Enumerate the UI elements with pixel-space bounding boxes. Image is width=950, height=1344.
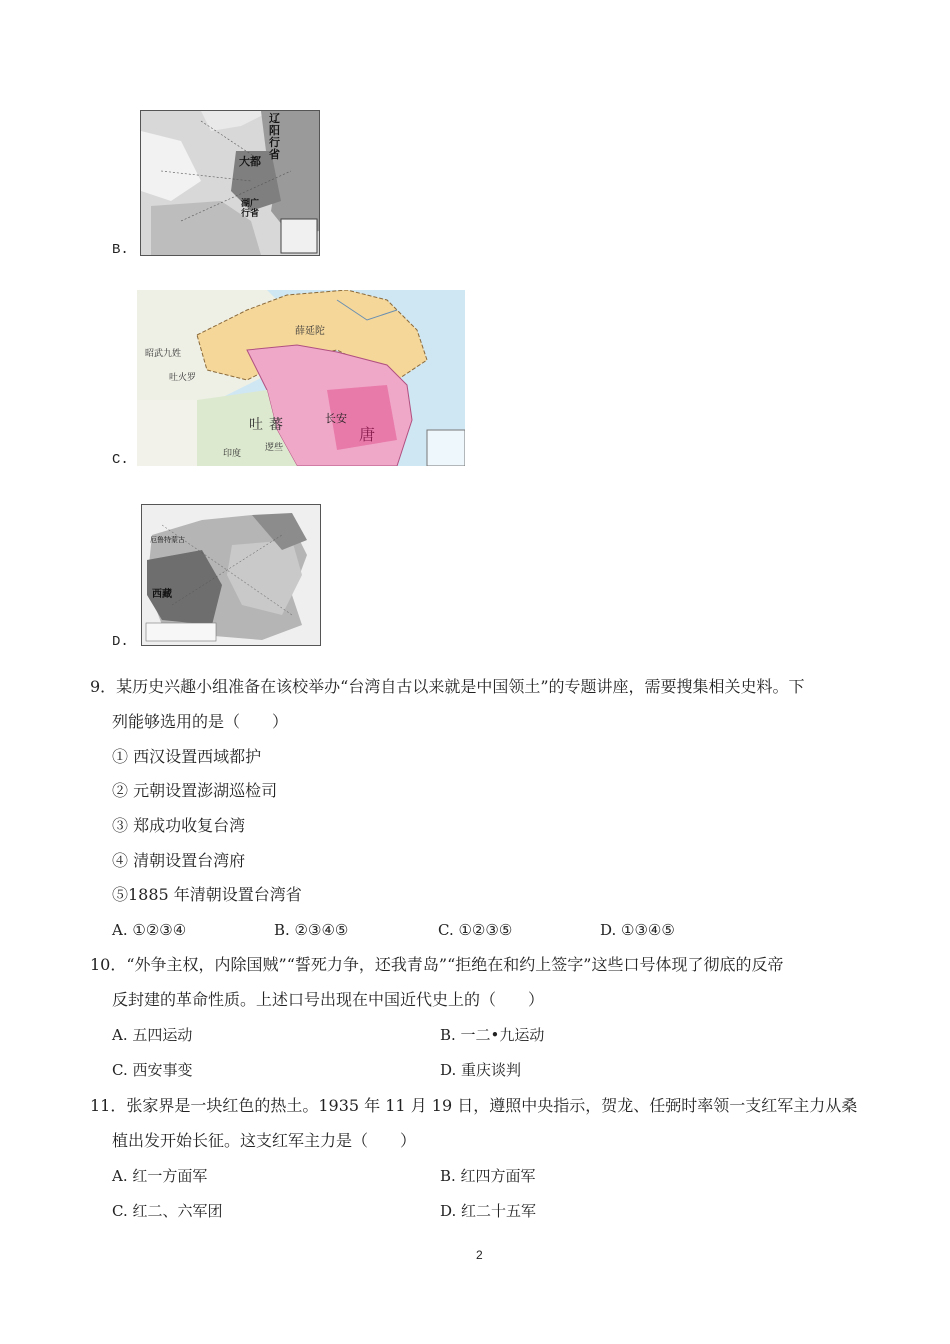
q11-stem-line2: 植出发开始长征。这支红军主力是（ ） [112,1131,417,1150]
map-c-label-changan: 长安 [325,412,347,425]
q10-choice-a[interactable]: A. 五四运动 [112,1026,193,1044]
map-d-label-elute: 厄鲁特蒙古 [150,536,185,544]
map-c-label-tubo: 吐蕃 [249,417,289,433]
q10-stem-line1: 10．“外争主权，内除国贼”“誓死力争，还我青岛”“拒绝在和约上签字”这些口号体现了彻底的反帝 [90,955,784,974]
q9-item-2: ② 元朝设置澎湖巡检司 [112,781,278,800]
q9-choice-d[interactable]: D. ①③④⑤ [600,921,675,939]
q9-choice-c[interactable]: C. ①②③⑤ [438,921,513,939]
option-c-label[interactable]: C. [112,452,129,468]
map-d-label-xizang: 西藏 [152,589,172,600]
map-b-label-dadu: 大都 [239,155,261,168]
map-c-label-tuhuoluo: 吐火罗 [169,373,197,383]
q9-item-4: ④ 清朝设置台湾府 [112,851,246,870]
q9-item-5: ⑤1885 年清朝设置台湾省 [112,885,302,904]
q11-choice-c[interactable]: C. 红二、六军团 [112,1202,223,1220]
map-c-label-luoxie: 逻些 [265,443,284,453]
q11-choice-a[interactable]: A. 红一方面军 [112,1167,208,1185]
q9-item-3: ③ 郑成功收复台湾 [112,816,246,835]
q11-stem-line1: 11．张家界是一块红色的热土。1935 年 11 月 19 日，遵照中央指示，贺龙、任弼时率领一支红军主力从桑 [90,1096,858,1115]
map-c-label-india: 印度 [223,449,242,459]
map-option-d [141,504,321,646]
map-c-label-xueyantuo: 薛延陀 [295,326,325,337]
q11-choice-d[interactable]: D. 红二十五军 [440,1202,537,1220]
q10-choice-c[interactable]: C. 西安事变 [112,1061,193,1079]
q11-choice-b[interactable]: B. 红四方面军 [440,1167,536,1185]
map-option-c [137,290,465,466]
option-d-label[interactable]: D. [112,634,129,650]
q10-choice-b[interactable]: B. 一二•九运动 [440,1026,545,1044]
map-c-label-zhaowu: 昭武九姓 [145,349,182,359]
page-number: 2 [476,1248,483,1262]
q10-stem-line2: 反封建的革命性质。上述口号出现在中国近代史上的（ ） [112,990,545,1009]
q9-choice-b[interactable]: B. ②③④⑤ [274,921,349,939]
map-b-label-liaoyang: 辽阳行省 [269,112,280,161]
map-d-drawing [142,505,320,645]
map-b-label-huguang: 湖广行省 [241,199,260,219]
map-b-drawing [141,111,319,255]
map-c-label-tang: 唐 [359,425,376,444]
q9-stem-line1: 9．某历史兴趣小组准备在该校举办“台湾自古以来就是中国领土”的专题讲座，需要搜集相关史料。下 [90,677,805,696]
option-b-label[interactable]: B. [112,242,129,258]
q9-item-1: ① 西汉设置西域都护 [112,747,262,766]
q9-choice-a[interactable]: A. ①②③④ [112,921,187,939]
q10-choice-d[interactable]: D. 重庆谈判 [440,1061,522,1079]
q9-stem-line2: 列能够选用的是（ ） [112,712,289,731]
map-option-b [140,110,320,256]
